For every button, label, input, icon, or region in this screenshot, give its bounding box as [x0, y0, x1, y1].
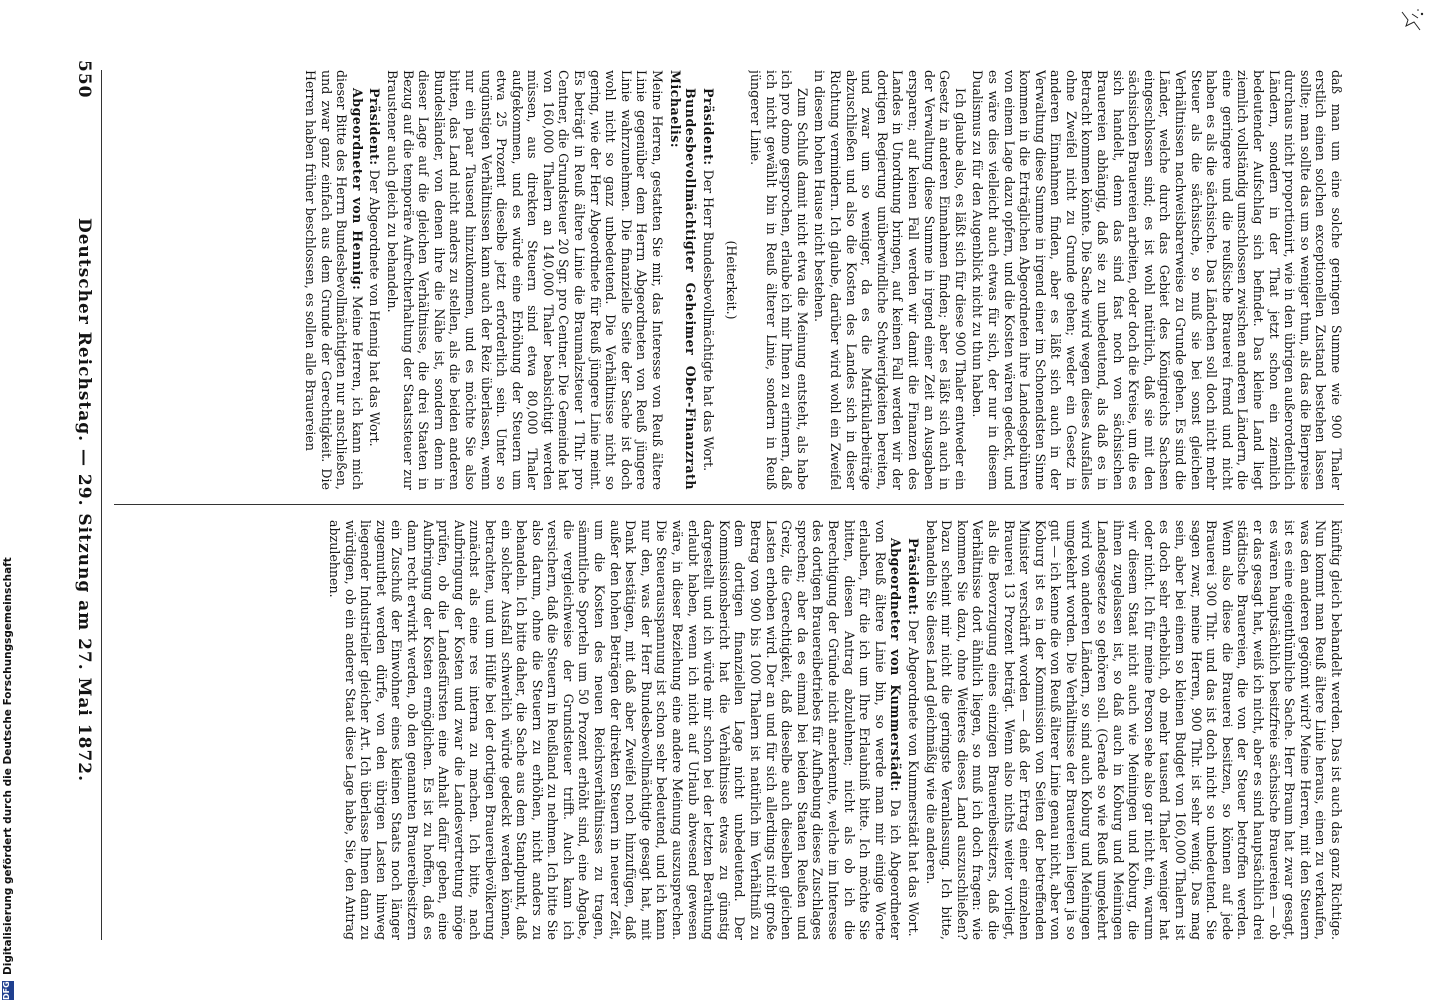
speech-text: Der Abgeordnete von Hennig hat das Wort.: [367, 165, 383, 447]
column-divider: [114, 504, 1344, 505]
stage-direction: (Heiterkeit.): [724, 240, 740, 320]
speech-paragraph: [700, 70, 716, 490]
speech-paragraph: [905, 520, 921, 940]
body-paragraph: künftig gleich behandelt werden. Das ist auch das ganz Richtige. Nun kommt man Reuß ältere Linie heraus, einen zu verkaufen, was den anderen gegönnt wird? Meine Herren, mit den Steuern ist es eine eigenthümliche Sache. Herr Braum hat zwar gesagt, es wären hauptsächlich besitzfreie sächsische Brauereien — ob er das gesagt hat, weiß ich nicht, aber es sind hauptsächlich drei städtische Brauereien, die von der Steuer betroffen werden. Wenn also diese die Brauerei besitzen, so können auf jede Brauerei 300 Thlr. und das ist doch nicht so unbedeutend. Sie sagen zwar, meine Herren, 900 Thlr. ist sehr wenig. Das mag sein, aber bei einem so kleinen Budget von 160,000 Thalern ist es doch sehr erheblich, ob mehr tausend Thaler weniger hat oder nicht. Ich für meine Person sehe also gar nicht ein, warum wir diesem Staat nicht auch wie Meiningen und Koburg, die ihnen zugelassen ist, so daß auch in Koburg und Meiningen Landesgesetze so gehören soll. (Gerade so wie Reuß umgekehrt wird von anderen Ländern, so sind auch Koburg und Meiningen umgekehrt worden. Die Verhältnisse der Brauereien liegen ja so gut — ich kenne die von Reuß älterer Linie genau nicht, aber von Koburg ist es in der Kommission von Seiten der betreffenden Minister verschärft worden — daß der Ertrag einer einzelnen Brauerei 13 Prozent beträgt. Wenn also nichts weiter vorliegt, als die Bevorzugung eines einzigen Brauereibesitzers, daß die Verhältnisse dort ähnlich liegen, so muß ich doch fragen: wie kommen Sie dazu, ohne Weiteres dieses Land auszuschließen? Dazu scheint mir nicht die geringste Veranlassung. Ich bitte, behandeln Sie dieses Land gleichmäßig wie die anderen.: [923, 520, 1344, 940]
credit-text: Digitalisierung gefördert durch die Deutsche Forschungsgemeinschaft: [2, 557, 14, 976]
page-number: 550: [74, 60, 94, 99]
speech-paragraph: [667, 70, 698, 490]
speech-text: Da ich Abgeordneter von Reuß ältere Linie bin, so werde man mir einige Worte erlauben, für die ich um Ihre Erlaubniß bitte. Ich möchte Sie bitten, diesen Antrag abzulehnen; nicht als ob ich die Berechtigung der Gründe nicht anerkennte, welche im Interesse des dortigen Brauereibetriebes für Aufhebung dieses Zuschlages sprechen; aber da es einmal bei beiden Staaten Reußen und Greiz, die Gerechtigkeit, daß dieselbe auch dieselben gleichen Lasten erhoben wird. Der an und für sich allerdings nicht große Betrag von 900 bis 1000 Thalern ist natürlich im Verhältniß zu dem dortigen finanziellen Lage nicht unbedeutend. Der Kommissionsbericht hat die Verhältnisse etwas zu günstig dargestellt und ich würde mir schon bei der letzten Berathung erlaubt haben, wenn ich nicht auf Urlaub abwesend gewesen wäre, in dieser Beziehung eine andere Meinung auszusprechen. Die Steuerausspannung ist schon sehr bedeutend, und ich kann nur den, was der Herr Bundesbevollmächtigte gesagt hat, mit Dank bestätigen, mit daß aber Zweifel noch hinzufügen, daß außer den hohen Beträgen der direkten Steuern in neuerer Zeit, um die Kosten des neuen Reichsverhältnisses zu tragen, sämmtliche Sporteln um 50 Prozent erhöht sind, eine Abgabe, die vergleichweise der Grundsteuer trifft. Auch kann ich versichern, daß die Steuern in Reußland zu nehmen. Ich bitte Sie also darum, ohne die Steuern zu erhöhen, nicht anders zu behandeln. Ich bitte daher, die Sache aus dem Standpunkt, daß ein solcher Ausfall schwerlich würde gedeckt werden können, betrachten, und um Hülfe bei der dortigen Brauereibevölkerung zunächst als eine res interna zu machen. Ich bitte, nach Aufbringung der Kosten und zwar die Landesvertretung möge prüfen, ob die Landesfürsten eine Anhalt dafür geben, eine Aufbringung der Kosten ermöglichen. Es ist zu hoffen, daß es dann recht erwirkt werden, ob den genannten Brauereibesitzern ein Zuschuß der Einwohner eines kleinen Staats noch länger zugemuthet werden dürfe, von den übrigen Lasten hinweg liegender Industrieller gleicher Art. Ich überlasse Ihnen dann zu würdigen, ob ein anderer Staat diese Lage habe, Sie, den Antrag abzulehnen.: [327, 520, 904, 940]
speaker-name: Abgeordneter von Hennig:: [349, 88, 365, 291]
digitization-credit: [2, 557, 24, 1000]
speaker-name: Präsident:: [367, 88, 383, 166]
dfg-logo: DFG: [2, 981, 14, 1000]
left-column: [104, 70, 1344, 490]
speaker-name: Bundesbevollmächtigter Geheimer Ober-Finanzrath Michaelis:: [667, 70, 699, 490]
speech-paragraph: [302, 70, 364, 490]
body-paragraph: Ich glaube also, es läßt sich für diese 900 Thaler entweder ein Gesetz in anderen Einnahmen finden; aber es läßt sich auch in der Verwaltung diese Summe in irgend einer Zeit an Ausgaben ersparen; auf keinen Fall werden wir damit die Finanzen des Landes in Unordnung bringen, auf keinen Fall werden wir der dortigen Regierung unüberwindliche Schwierigkeiten bereiten, und zwar um so weniger, da es die Matrikularbeiträge abzuschließen und also die Kosten des Landes sich in dieser Richtung vermindern. Ich glaube, darüber wird wohl ein Zweifel in diesem hohen Hause nicht bestehen.: [812, 70, 968, 490]
speech-paragraph: [326, 520, 903, 940]
speaker-name: Präsident:: [700, 88, 716, 166]
speaker-name: Präsident:: [905, 538, 921, 616]
speech-text: Der Herr Bundesbevollmächtigte hat das Wort.: [700, 165, 716, 472]
speech-text: Meine Herren, ich kann mich dieser Bitte des Herrn Bundesbevollmächtigten nur anschließen, und zwar ganz einfach aus dem Grunde der Gerechtigkeit. Die Herren haben früher beschlossen, es sollen alle Brauereien: [303, 70, 365, 490]
speaker-name: Abgeordneter von Kummerstädt:: [888, 538, 904, 792]
speech-paragraph: [367, 70, 383, 490]
body-paragraph: Meine Herren, gestatten Sie mir, das Interesse von Reuß ältere Linie gegenüber dem Herrn Abgeordneten von Reuß jüngere Linie wahrzunehmen. Die finanzielle Seite der Sache ist doch wohl nicht so ganz unbedeutend. Die Verhältnisse nicht so gering, wie der Herr Abgeordnete für Reuß jüngere Linie meint. Es beträgt in Reuß ältere Linie die Braumalzsteuer 1 Thlr. pro Centner, die Grundsteuer 20 Sgr. pro Centner. Die Gemeinde hat von 160,000 Thalern an 140,000 Thaler beabsichtigt werden müssen, aus direkten Steuern sind etwa 80,000 Thaler aufgekommen, und es würde eine Erhöhung der Steuern um etwa 25 Prozent dieselbe jetzt erforderlich sein. Unter so ungünstigen Verhältnissen kann auch der Reiz überlassen, wenn nur ein paar Tausend hinzukommen, und es möchte Sie also bitten, das Land nicht anders zu stellen, als die beiden anderen Bundesländer, von denen ihre die Nähe ist, sondern denn in dieser Lage auf die gleichen Verhältnisse, die drei Staaten in Bezug auf die temporäre Aufrechterhaltung der Staatssteuer zur Braustener auch gleich zu behandeln.: [384, 70, 666, 490]
pencil-mark-icon: [1398, 6, 1428, 36]
body-paragraph: daß man um eine solche geringen Summe wie 900 Thaler erstlich einen solchen exceptionellen Zustand bestehen lassen sollte; man sollte das um so weniger thun, als das die Bierpreise durchaus nicht proportionirt, wie in den übrigen außerordentlich Ländern, sondern in der That jetzt schon ein ziemlich bedeutender Aufschlag sich befindet. Das kleine Land liegt ziemlich vollständig umschlossen zwischen anderen Ländern, die eine geringere und die reußische Brauerei fremd und nicht haben es als die sächsische. Das Ländchen soll doch nicht mehr Steuer als die sächsische, so muß sie bei sonst gleichen Verhältnissen nachweisbarerweise zu Grunde gehen. Es sind die Länder, welche durch das Gebiet des Königreichs Sachsen eingeschlossen sind; es ist wohl natürlich, daß sie mit den sächsischen Brauereien arbeiten, oder doch die Kreise, um die es sich handelt, denn das sind fast noch von sächsischen Brauereien abhängig, daß sie zu unbedeutend, als daß es in Betracht kommen könnte. Die Sache wird wegen dieses Ausfalles ohne Zweifel nicht zu Grunde gehen; weder ein Gesetz in anderen Einnahmen finden, aber es läßt sich auch in der Verwaltung diese Summe in irgend einer im Schonendsten Sinne kommen in die Erträglichen Abgeordneten ihre Landesgebühren von einem Lage dazu opfern, und die Kosten wären gedeckt, und es wäre dies vielleicht auch etwas für sich, der nur in diesem Dualismus zu für den Augenblick nicht zu thun haben.: [970, 70, 1344, 490]
speech-text: Der Abgeordnete von Kummerstädt hat das Wort.: [905, 615, 921, 937]
header-rule: [101, 70, 102, 940]
body-paragraph: Zum Schluß damit nicht etwa die Meinung entsteht, als habe ich pro domo gesprochen, erlaube ich mir Ihnen zu erinnern, daß ich nicht gewählt bin in Reuß älterer Linie, sondern in Reuß jüngerer Linie.: [748, 70, 810, 490]
right-column: [104, 520, 1344, 940]
page-title: Deutscher Reichstag. — 29. Sitzung am 27. Mai 1872.: [74, 217, 94, 783]
